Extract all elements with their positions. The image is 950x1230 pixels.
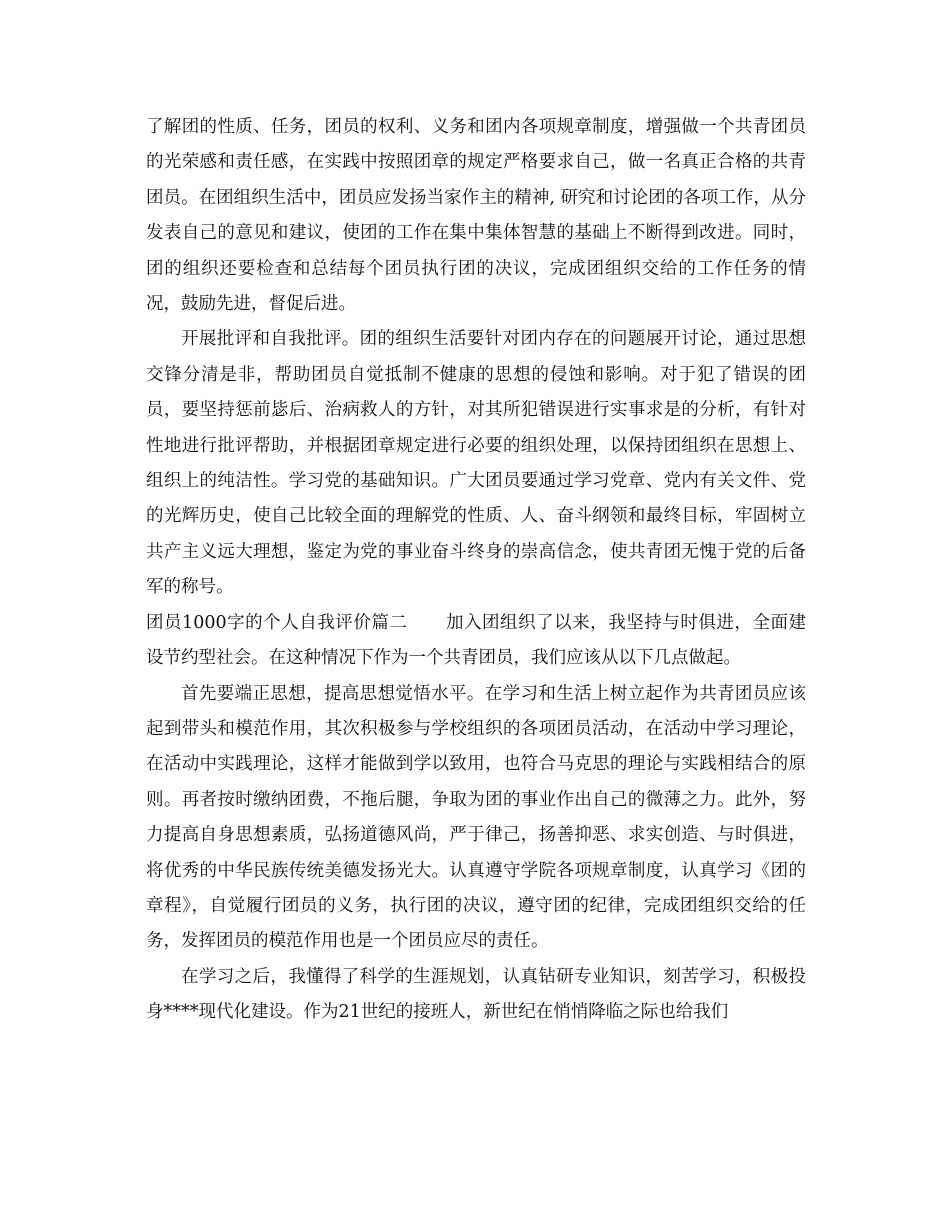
paragraph-4: 在学习之后，我懂得了科学的生涯规划，认真钻研专业知识，刻苦学习，积极投身****现代化建设。作为21世纪的接班人，新世纪在悄悄降临之际也给我们 — [146, 966, 806, 1023]
paragraph-2: 开展批评和自我批评。团的组织生活要针对团内存在的问题展开讨论，通过思想交锋分清是非，帮助团员自觉抵制不健康的思想的侵蚀和影响。对于犯了错误的团员，要坚持惩前毖后、治病救人的方针，对其所犯错误进行实事求是的分析，有针对性地进行批评帮助，并根据团章规定进行必要的组织处理，以保持团组织在思想上、组织上的纯洁性。学习党的基础知识。广大团员要通过学习党章、党内有关文件、党的光辉历史，使自己比较全面的理解党的性质、人、奋斗纲领和最终目标，牢固树立共产主义远大理想，鉴定为党的事业奋斗终身的崇高信念，使共青团无愧于党的后备军的称号。 — [146, 329, 806, 598]
paragraph-1: 了解团的性质、任务，团员的权利、义务和团内各项规章制度，增强做一个共青团员的光荣感和责任感，在实践中按照团章的规定严格要求自己，做一名真正合格的共青团员。在团组织生活中，团员应发扬当家作主的精神, 研究和讨论团的各项工作，从分发表自己的意见和建议，使团的工作在集中集体智慧的基础上不断得到改进。同时，团的组织还要检查和总结每个团员执行团的决议，完成团组织交给的工作任务的情况，鼓励先进，督促后进。 — [146, 117, 806, 315]
section-heading-line — [146, 606, 806, 677]
section-intro: 加入团组织了以来，我坚持与时俱进，全面建设节约型社会。在这种情况下作为一个共青团员，我们应该从以下几点做起。 — [146, 612, 806, 669]
paragraph-3: 首先要端正思想，提高思想觉悟水平。在学习和生活上树立起作为共青团员应该起到带头和模范作用，其次积极参与学校组织的各项团员活动，在活动中学习理论，在活动中实践理论，这样才能做到学以致用，也符合马克思的理论与实践相结合的原则。再者按时缴纳团费，不拖后腿，争取为团的事业作出自己的微薄之力。此外，努力提高自身思想素质，弘扬道德风尚，严于律己，扬善抑恶、求实创造、与时俱进，将优秀的中华民族传统美德发扬光大。认真遵守学院各项规章制度，认真学习《团的章程》，自觉履行团员的义务，执行团的决议，遵守团的纪律，完成团组织交给的任务，发挥团员的模范作用也是一个团员应尽的责任。 — [146, 683, 806, 952]
document-page — [146, 110, 806, 1031]
section-title: 团员1000字的个人自我评价篇二 — [146, 612, 408, 633]
